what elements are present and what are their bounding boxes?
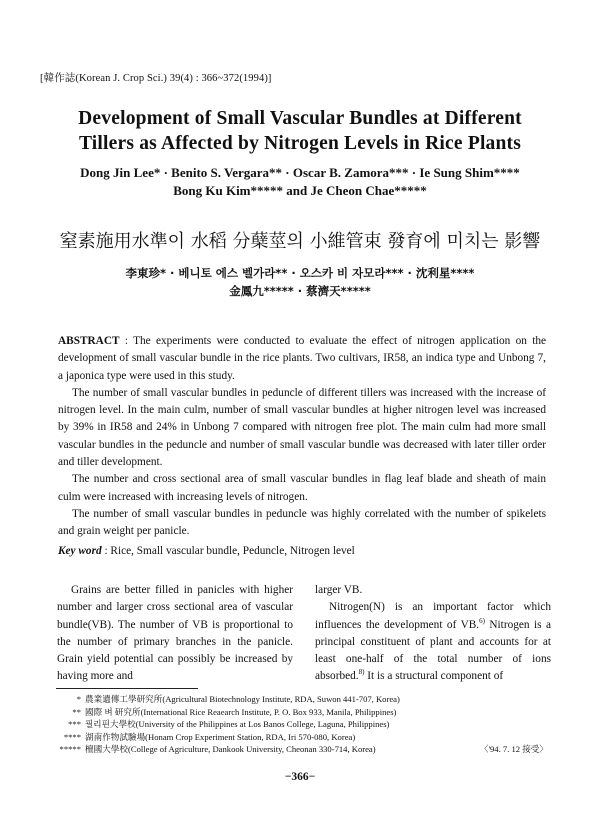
footnote-text: 필리핀大學校(University of the Philippines at Los Banos College, Laguna, Philippines) <box>85 719 390 730</box>
keywords-text: : Rice, Small vascular bundle, Peduncle, Nitrogen level <box>101 545 355 557</box>
footnote-mark: * <box>76 694 81 704</box>
received-date: 〈'94. 7. 12 接受〉 <box>479 744 548 755</box>
footnote-mark: ** <box>72 706 81 717</box>
footnote <box>56 693 552 706</box>
page-number: −366− <box>284 771 316 783</box>
abstract-paragraph-2: The number of small vascular bundles in peduncle of different tillers was increased with the increase of nitrogen level. In the main culm, number of small vascular bundles at higher nitrogen level was increased by 39% in IR58 and 24% in Unbong 7 compared with nitrogen free plot. The main culm had more small vascular bundles in the peduncle and number of small vascular bundle was decreased with later tiller order and tiller development. <box>58 386 546 469</box>
abstract-p1-text: : The experiments were conducted to evaluate the effect of nitrogen application on the development of small vascular bundle in the rice plants. Two cultivars, IR58, an indica type and Unbong 7, a japonica type were used in this study. <box>58 335 546 382</box>
body-right-text-c: It is a structural component of <box>364 670 504 683</box>
korean-author-line-2: 金鳳九***** · 蔡濟天***** <box>229 284 371 298</box>
paper-title <box>40 106 560 156</box>
abstract-paragraph-1 <box>58 333 546 385</box>
body-right-text-a: Nitrogen(N) is an important factor which influences the development of VB. <box>315 601 551 631</box>
footnote <box>56 718 552 731</box>
body-right-text-b: Nitrogen is a principal constituent of plant and accounts for at least one-half of the total number of ions absorbed. <box>315 618 551 683</box>
title-line-1: Development of Small Vascular Bundles at Different <box>78 108 522 129</box>
keywords-label: Key word <box>58 545 102 557</box>
author-line-1: Dong Jin Lee* · Benito S. Vergara** · Oscar B. Zamora*** · Ie Sung Shim**** <box>80 165 520 180</box>
footnote-text: 農業遺傳工學研究所(Agricultural Biotechnology Institute, RDA, Suwon 441-707, Korea) <box>85 694 400 704</box>
abstract-paragraph-3: The number and cross sectional area of small vascular bundles in flag leaf blade and sheath of main culm were increased with increasing levels of nitrogen. <box>58 473 546 503</box>
author-line-2: Bong Ku Kim***** and Je Cheon Chae***** <box>173 183 427 198</box>
footnote <box>56 743 552 756</box>
footnote-text: 湖南作物試驗場(Honam Crop Experiment Station, RDA, Iri 570-080, Korea) <box>85 731 356 742</box>
footnote <box>56 706 552 719</box>
footnotes <box>56 693 552 756</box>
body-column-right <box>315 582 551 686</box>
author-list <box>40 164 560 200</box>
body-right-paragraph-1: larger VB. <box>315 584 363 596</box>
footnote-text: 國際 벼 研究所(International Rice Reaearch Institute, P. O. Box 933, Manila, Philippines) <box>85 706 397 717</box>
keywords <box>58 545 546 557</box>
citation-ref-6: 6) <box>479 616 485 625</box>
korean-author-line-1: 李東珍* · 베니토 에스 벨가라** · 오스카 비 자모라*** · 沈利星**** <box>125 266 475 280</box>
korean-author-list <box>40 264 560 300</box>
abstract-paragraph-4: The number of small vascular bundles in peduncle was highly correlated with the number of spikelets and grain weight per panicle. <box>58 507 546 538</box>
body-column-left <box>57 582 293 686</box>
footnote-text: 檀國大學校(College of Agriculture, Dankook University, Cheonan 330-714, Korea) <box>85 744 376 755</box>
abstract <box>58 333 546 541</box>
footnote-rule <box>56 688 198 689</box>
footnote-mark: ***** <box>59 744 81 755</box>
body-right-paragraph-2 <box>315 599 551 685</box>
korean-title: 窒素施用水準이 水稻 分蘖莖의 小維管束 發育에 미치는 影響 <box>59 231 541 252</box>
title-line-2: Tillers as Affected by Nitrogen Levels in Rice Plants <box>78 133 522 154</box>
footnote <box>56 731 552 744</box>
body-left-paragraph: Grains are better filled in panicles with higher number and larger cross sectional area of vascular bundle(VB). The number of VB is proportional to the number of primary branches in the panicle. Grain yield potential can possibly be increased by having more and <box>57 584 293 683</box>
footnote-mark: **** <box>63 731 81 742</box>
abstract-label: ABSTRACT <box>58 335 120 347</box>
footnote-mark: *** <box>68 719 81 730</box>
citation-ref-8: 8) <box>358 668 365 677</box>
journal-citation: [韓作誌(Korean J. Crop Sci.) 39(4) : 366~372(1994)] <box>40 73 272 84</box>
